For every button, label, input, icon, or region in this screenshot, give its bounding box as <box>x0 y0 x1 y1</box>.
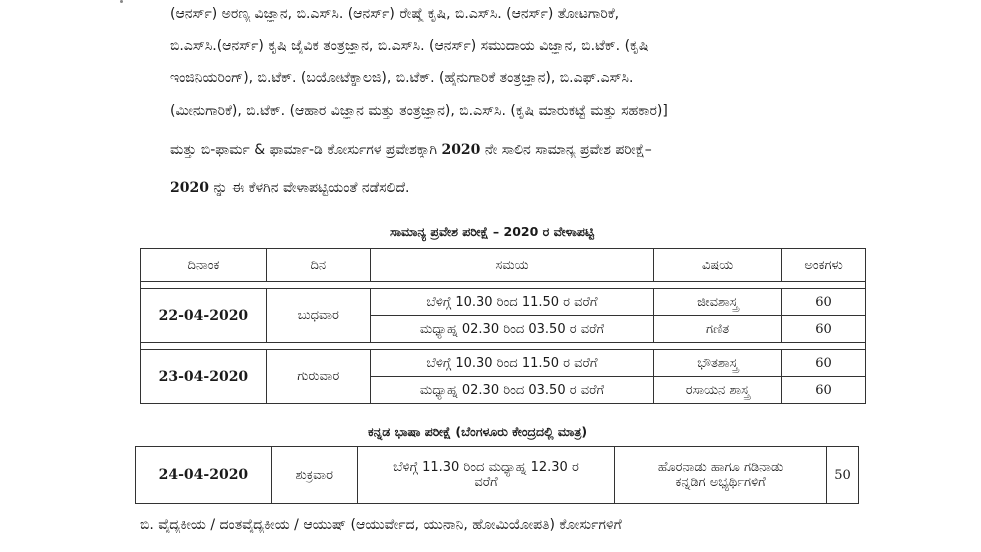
subject-cell <box>615 447 827 504</box>
marks-cell: 60 <box>782 316 866 343</box>
date-cell: 23-04-2020 <box>141 350 267 404</box>
line5-after: ನೇ ಸಾಲಿನ ಸಾಮಾನ್ಯ ಪ್ರವೇಶ ಪರೀಕ್ಷೆ– <box>480 142 652 158</box>
paragraph-line-1: (ಆನರ್ಸ್) ಅರಣ್ಯ ವಿಜ್ಞಾನ, ಬಿ.ಎಸ್‌ಸಿ. (ಆನರ್ಸ್) ರೇಷ್ಮೆ ಕೃಷಿ, ಬಿ.ಎಸ್‌ಸಿ. (ಆನರ್ಸ್) ತೋಟಗಾರಿಕೆ, <box>170 6 620 22</box>
marks-cell: 50 <box>826 447 858 504</box>
time-line-1: ಬೆಳಿಗ್ಗೆ 11.30 ರಿಂದ ಮಧ್ಯಾಹ್ನ 12.30 ರ <box>393 460 579 475</box>
header-date: ದಿನಾಂಕ <box>141 249 267 282</box>
exam-schedule-table <box>140 248 866 404</box>
table-row <box>136 447 859 504</box>
line5-before: ಮತ್ತು ಬಿ-ಫಾರ್ಮ & ಫಾರ್ಮಾ-ಡಿ ಕೋರ್ಸುಗಳ ಪ್ರವೇಶಕ್ಕಾಗಿ <box>170 142 442 158</box>
date-cell: 24-04-2020 <box>136 447 272 504</box>
time-cell: ಬೆಳಿಗ್ಗೆ 10.30 ರಿಂದ 11.50 ರ ವರೆಗೆ <box>370 289 654 316</box>
time-cell: ಬೆಳಿಗ್ಗೆ 10.30 ರಿಂದ 11.50 ರ ವರೆಗೆ <box>370 350 654 377</box>
header-marks: ಅಂಕಗಳು <box>782 249 866 282</box>
marks-cell: 60 <box>782 377 866 404</box>
scan-speck <box>120 0 123 3</box>
table1-caption: ಸಾಮಾನ್ಯ ಪ್ರವೇಶ ಪರೀಕ್ಷೆ – 2020 ರ ವೇಳಾಪಟ್ಟಿ <box>390 224 595 239</box>
subject-cell: ರಸಾಯನ ಶಾಸ್ತ್ರ <box>654 377 782 404</box>
header-subject: ವಿಷಯ <box>654 249 782 282</box>
subject-line-2: ಕನ್ನಡಿಗ ಅಭ್ಯರ್ಥಿಗಳಿಗೆ <box>675 475 766 490</box>
table-row <box>141 350 866 377</box>
subject-cell: ಜೀವಶಾಸ್ತ್ರ <box>654 289 782 316</box>
day-cell: ಬುಧವಾರ <box>266 289 370 343</box>
time-cell: ಮಧ್ಯಾಹ್ನ 02.30 ರಿಂದ 03.50 ರ ವರೆಗೆ <box>370 377 654 404</box>
line6-year: 2020 <box>170 180 209 196</box>
paragraph-line-3: ಇಂಜಿನಿಯರಿಂಗ್), ಬಿ.ಟೆಕ್. (ಬಯೋಟೆಕ್ನಾಲಜಿ), ಬಿ.ಟೆಕ್. (ಹೈನುಗಾರಿಕೆ ತಂತ್ರಜ್ಞಾನ), ಬಿ.ಎಫ್.ಎಸ್‌ಸಿ. <box>170 70 634 86</box>
kannada-test-table <box>135 446 859 504</box>
footer-line: ಬಿ. ವೈದ್ಯಕೀಯ / ದಂತವೈದ್ಯಕೀಯ / ಆಯುಷ್ (ಆಯುರ್ವೇದ, ಯುನಾನಿ, ಹೋಮಿಯೋಪತಿ) ಕೋರ್ಸುಗಳಿಗೆ <box>140 517 622 533</box>
marks-cell: 60 <box>782 289 866 316</box>
day-cell: ಶುಕ್ರವಾರ <box>271 447 357 504</box>
subject-cell: ಗಣಿತ <box>654 316 782 343</box>
subject-cell: ಭೌತಶಾಸ್ತ್ರ <box>654 350 782 377</box>
line6-after: ನ್ನು ಈ ಕೆಳಗಿನ ವೇಳಾಪಟ್ಟಿಯಂತೆ ನಡೆಸಲಿದೆ. <box>208 180 410 196</box>
time-line-2: ವರೆಗೆ <box>474 475 498 490</box>
date-cell: 22-04-2020 <box>141 289 267 343</box>
header-day: ದಿನ <box>266 249 370 282</box>
paragraph-line-4: (ಮೀನುಗಾರಿಕೆ), ಬಿ.ಟೆಕ್. (ಆಹಾರ ವಿಜ್ಞಾನ ಮತ್ತು ತಂತ್ರಜ್ಞಾನ), ಬಿ.ಎಸ್‌ಸಿ. (ಕೃಷಿ ಮಾರುಕಟ್ಟೆ ಮತ್ತು ಸಹಕಾರ)] <box>170 103 668 119</box>
subject-line-1: ಹೊರನಾಡು ಹಾಗೂ ಗಡಿನಾಡು <box>657 460 784 475</box>
table-spacer <box>141 343 866 350</box>
paragraph-line-5 <box>170 142 870 158</box>
table-row <box>141 289 866 316</box>
marks-cell: 60 <box>782 350 866 377</box>
header-time: ಸಮಯ <box>370 249 654 282</box>
table-spacer <box>141 282 866 289</box>
paragraph-line-6 <box>170 180 870 196</box>
time-cell <box>357 447 615 504</box>
line5-year: 2020 <box>441 142 481 158</box>
time-cell: ಮಧ್ಯಾಹ್ನ 02.30 ರಿಂದ 03.50 ರ ವರೆಗೆ <box>370 316 654 343</box>
table1-header-row <box>141 249 866 282</box>
table2-caption: ಕನ್ನಡ ಭಾಷಾ ಪರೀಕ್ಷೆ (ಬೆಂಗಳೂರು ಕೇಂದ್ರದಲ್ಲಿ ಮಾತ್ರ) <box>368 424 588 439</box>
paragraph-line-2: ಬಿ.ಎಸ್‌ಸಿ.(ಆನರ್ಸ್) ಕೃಷಿ ಜೈವಿಕ ತಂತ್ರಜ್ಞಾನ, ಬಿ.ಎಸ್‌ಸಿ. (ಆನರ್ಸ್) ಸಮುದಾಯ ವಿಜ್ಞಾನ, ಬಿ.ಟೆಕ್. (ಕೃಷಿ <box>170 38 649 54</box>
day-cell: ಗುರುವಾರ <box>266 350 370 404</box>
